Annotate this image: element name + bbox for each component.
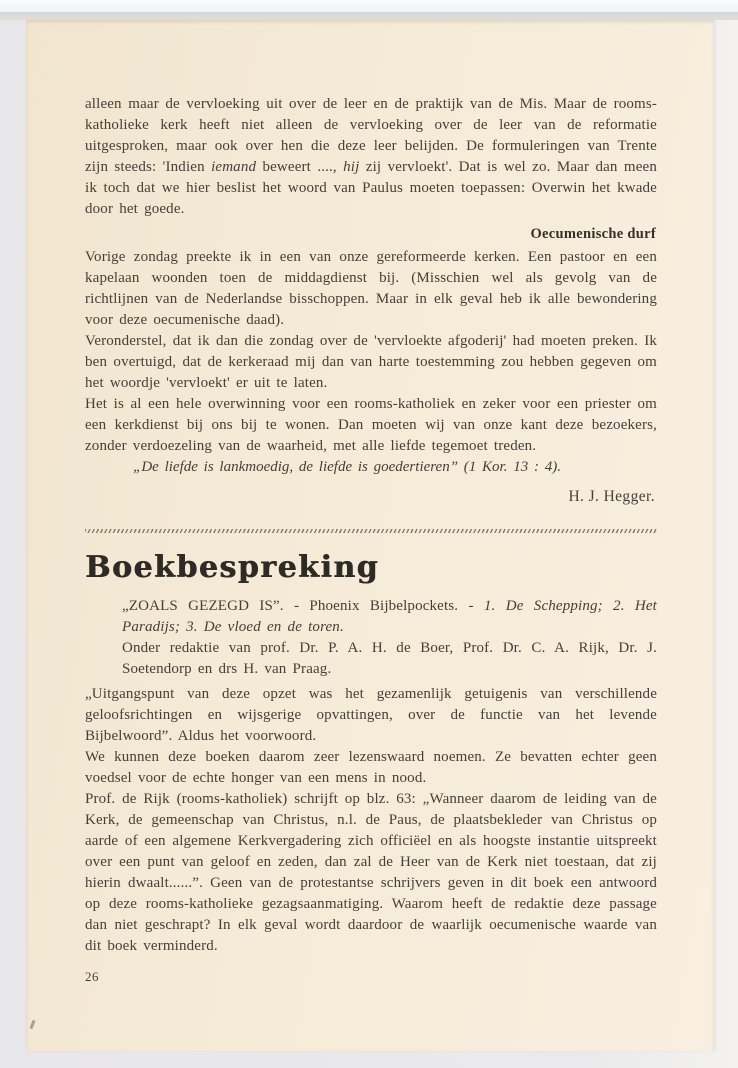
text-run: zij vervloekt'. Dat is wel zo. Maar dan meen ik toch dat we hier beslist het woord van Paulus moeten toepassen: Overwin het kwade door het goede. (85, 159, 657, 217)
text-run: We kunnen deze boeken daarom zeer lezenswaard noemen. Ze bevatten echter geen voedsel voor de echte honger van een mens in nood. (85, 749, 657, 786)
paragraph (85, 684, 657, 747)
book-reference (122, 596, 657, 680)
section-heading: Oecumenische durf (530, 226, 656, 242)
scanned-page (26, 20, 714, 1051)
paragraph (85, 789, 657, 957)
text-run: alleen maar de vervloeking uit over de leer en de praktijk van de Mis. Maar de rooms-katholieke kerk heeft niet alleen de vervloeking over de leer van de reformatie uitgesproken, maar ook over hen die deze leer belijden. De formuleringen van Trente zijn steeds: 'Indien (85, 96, 657, 175)
text-run: „Uitgangspunt van deze opzet was het gezamenlijk getuigenis van verschillende geloofsrichtingen en wijsgerige opvattingen, over de functie van het levende Bijbelwoord”. Aldus het voorwoord. (85, 686, 657, 744)
page-content (26, 20, 714, 1051)
text-run: 1. De Schepping; 2. Het Paradijs; 3. De vloed en de toren. (122, 598, 657, 635)
section-boekbespreking (85, 551, 657, 957)
paragraph (85, 394, 657, 457)
book-title-line (122, 596, 657, 638)
paragraph (85, 747, 657, 789)
scan-edge-top-shadow (0, 12, 738, 20)
text-run: Onder redaktie van prof. Dr. P. A. H. de Boer, Prof. Dr. C. A. Rijk, Dr. J. Soetendorp en drs H. van Praag. (122, 640, 657, 677)
author-signature: H. J. Hegger. (568, 488, 655, 505)
text-run: Vorige zondag preekte ik in een van onze gereformeerde kerken. Een pastoor en een kapelaan woonden toen de middagdienst bij. (Misschien wel als gevolg van de richtlijnen van de Nederlandse bisschoppen. Maar in elk geval heb ik alle bewondering voor deze oecumenische daad). (85, 249, 657, 328)
intro-paragraph (85, 94, 657, 220)
paragraph (85, 331, 657, 394)
text-run: iemand (211, 159, 257, 175)
text-run: hij (343, 159, 360, 175)
book-editors-line (122, 638, 657, 680)
text-run: beweert ...., (256, 159, 344, 175)
boekbespreking-title: Boekbespreking (85, 550, 380, 585)
paragraph (85, 247, 657, 331)
scripture-quote: „De liefde is lankmoedig, de liefde is goedertieren” (1 Kor. 13 : 4). (133, 459, 561, 475)
article-oecumenische-durf (85, 94, 657, 506)
scan-edge-top (0, 0, 738, 12)
text-run: Prof. de Rijk (rooms-katholiek) schrijft op blz. 63: „Wanneer daarom de leiding van de Kerk, de gemeenschap van Christus, n.l. de Paus, de plaatsbekleder van Christus op aarde of een algemene Kerkvergadering zich officiëel en als hoogste instantie uitspreekt over een punt van geloof en zeden, dan zal de Heer van de Kerk niet toestaan, dat zij hierin dwaalt......”. Geen van de protestantse schrijvers geven in dit boek een antwoord op deze rooms-katholieke gezagsaanmatiging. Waarom heeft de redaktie deze passage dan niet geschrapt? In elk geval wordt daardoor de waarlijk oecumenische waarde van dit boek verminderd. (85, 791, 657, 954)
page-number: 26 (85, 969, 99, 984)
text-run: „ZOALS GEZEGD IS”. - Phoenix Bijbelpockets. - (122, 598, 484, 614)
text-run: Veronderstel, dat ik dan die zondag over de 'vervloekte afgoderij' had moeten preken. Ik ben overtuigd, dat de kerkeraad mij dan van harte toestemming zou hebben gegeven om het woordje 'vervloekt' er uit te laten. (85, 333, 657, 391)
section-divider (85, 529, 657, 533)
text-run: Het is al een hele overwinning voor een rooms-katholiek en zeker voor een priester om een kerkdienst bij ons bij te wonen. Dan moeten wij van onze kant deze bezoekers, zonder verdoezeling van de waarheid, met alle liefde tegemoet treden. (85, 396, 657, 454)
